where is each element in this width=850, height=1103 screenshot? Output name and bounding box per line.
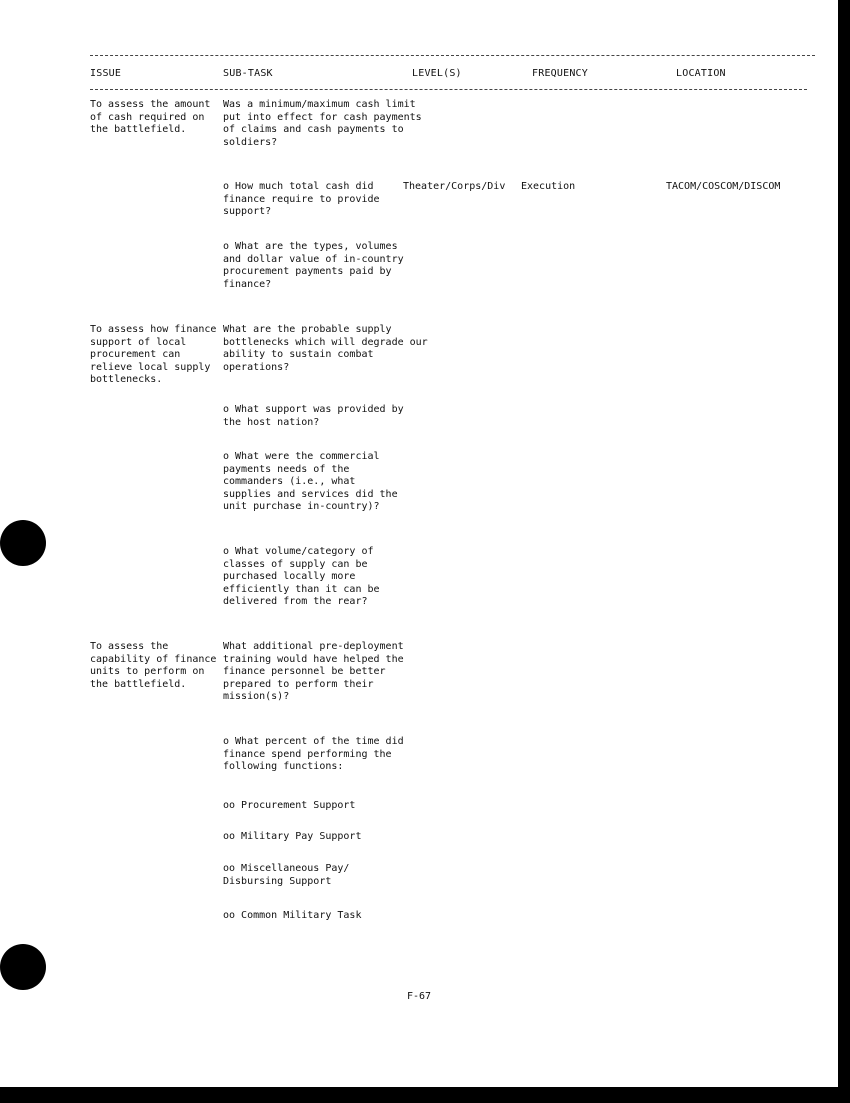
subtask-total-cash: o How much total cash did finance require to provide support?: [223, 181, 380, 217]
header-bottom-rule: [90, 89, 807, 90]
subtask-commercial-payments: o What were the commercial payments needs of the commanders (i.e., what supplies and services did the unit purchase in-country)?: [223, 451, 398, 512]
subtask-supply-bottlenecks: What are the probable supply bottlenecks which will degrade our ability to sustain combat operations?: [223, 324, 428, 373]
function-common-military-task: oo Common Military Task: [223, 910, 362, 921]
level-total-cash: Theater/Corps/Div: [403, 181, 506, 192]
subtask-pre-deployment-training: What additional pre-deployment training would have helped the finance personnel be better prepared to perform their mission(s)?: [223, 641, 404, 702]
subtask-supply-volume: o What volume/category of classes of supply can be purchased locally more efficiently than it can be delivered from the rear?: [223, 546, 380, 607]
subtask-procurement-payments: o What are the types, volumes and dollar value of in-country procurement payments paid by finance?: [223, 241, 404, 290]
header-top-rule: [90, 55, 815, 56]
header-frequency: FREQUENCY: [532, 68, 588, 79]
binder-hole-lower: [0, 944, 46, 990]
function-military-pay-support: oo Military Pay Support: [223, 831, 362, 842]
page-number: F-67: [406, 991, 432, 1002]
subtask-cash-limit: Was a minimum/maximum cash limit put into effect for cash payments of claims and cash payments to soldiers?: [223, 99, 422, 148]
header-sub-task: SUB-TASK: [223, 68, 273, 79]
issue-cash-amount: To assess the amount of cash required on the battlefield.: [90, 99, 211, 135]
header-levels: LEVEL(S): [412, 68, 462, 79]
binder-hole-upper: [0, 520, 46, 566]
header-issue: ISSUE: [90, 68, 122, 79]
frequency-total-cash: Execution: [521, 181, 576, 192]
issue-finance-capability: To assess the capability of finance units to perform on the battlefield.: [90, 641, 217, 690]
header-location: LOCATION: [676, 68, 726, 79]
subtask-time-percent: o What percent of the time did finance spend performing the following functions:: [223, 736, 404, 772]
scan-border-bottom: [0, 1087, 850, 1103]
function-misc-pay-disbursing: oo Miscellaneous Pay/ Disbursing Support: [223, 863, 350, 887]
scan-border-right: [838, 0, 850, 1103]
location-total-cash: TACOM/COSCOM/DISCOM: [666, 181, 781, 192]
subtask-host-nation: o What support was provided by the host nation?: [223, 404, 404, 428]
function-procurement-support: oo Procurement Support: [223, 800, 356, 811]
issue-local-procurement: To assess how finance support of local procurement can relieve local supply bottlenecks.: [90, 324, 217, 385]
